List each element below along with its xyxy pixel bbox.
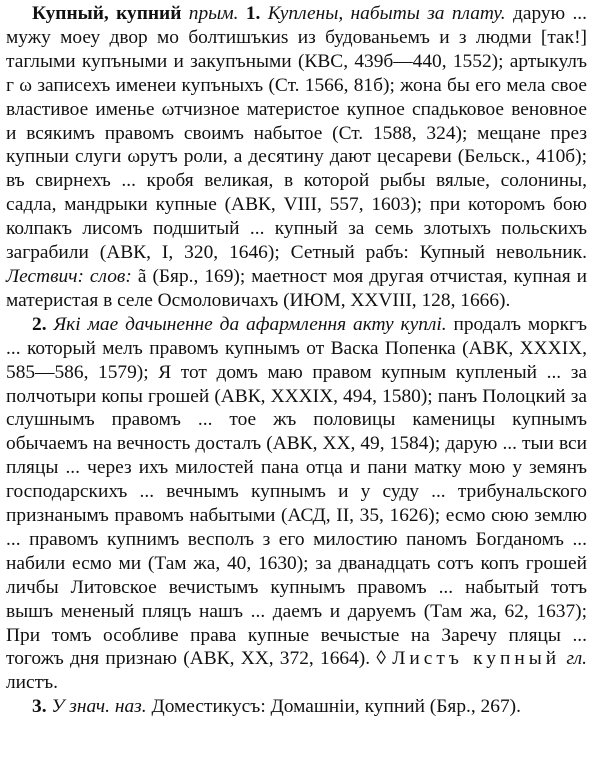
sense-gloss: Куплены, набыты за плату. (267, 3, 506, 24)
lexicon-mark: ã (137, 265, 147, 287)
cross-reference-mark: ◊ (376, 648, 386, 670)
sense-gloss: У знач. наз. (51, 696, 147, 718)
cross-reference-word: Листъ купный (392, 648, 561, 670)
sense-number: 3. (32, 696, 47, 718)
entry-sense-1 (6, 2, 587, 313)
cross-reference-label: гл. (566, 648, 588, 670)
lexicon-lead: Лествич: слов: (6, 265, 132, 287)
sense-citations: Доместикусъ: Домашнiи, купний (Бяр., 267). (151, 696, 521, 718)
cross-reference-target: листъ. (6, 672, 59, 694)
sense-number: 1. (245, 3, 261, 24)
sense-gloss: Які мае дачыненне да афармлення акту куплі. (53, 313, 447, 335)
sense-number: 2. (32, 313, 47, 335)
sense-citations: дарую ... мужу моеу двор мо болтишъкиs из будованьемъ и з людми [так!] таглыми купъными и закупъными (КВС, 439б—440, 1552); артыкулъ г ω записехъ именеи купъныхъ (Ст. 1566, 81б); жона бы его мела свое властивое именье ωтчизное материстое купное спадьковое веновное и всякимъ правомъ своимъ набытое (Ст. 1588, 324); мещане през купныи слуги ωрутъ роли, а десятину дают цесареви (Бельск., 410б); въ свирнехъ ... кробя великая, в которой рыбы вялые, солонины, садла, мандрыки купные (АВК, VIII, 557, 1603); при которомъ бою колпакъ лисомъ подшитый ... купный за семь злотыхъ польскихъ заграбили (АВК, I, 320, 1646); Сетный рабъ: Купный невольник. (6, 3, 587, 264)
headword: Купный, купний (32, 3, 182, 24)
entry-sense-2 (6, 313, 587, 696)
entry-sense-3 (6, 695, 587, 719)
lexicon-citation: (Бяр., 169); маетност моя другая отчистая, купная и материстая в селе Осмоловичахъ (ИЮМ, XXVIII, 128, 1666). (6, 265, 587, 311)
pos-label: прым. (188, 3, 239, 24)
sense-citations: продалъ моркгъ ... который мелъ правомъ купнымъ от Васка Попенка (АВК, XXXIX, 585—586, 1579); Я тот домъ маю правом купным купленый ... за полчотыри копы грошей (АВК, XXXIX, 494, 1580); панъ Полоцкий за слушнымъ правомъ ... тое жъ половицы каменицы купнымъ обычаемъ на вечность досталъ (АВК, XX, 49, 1584); дарую ... тыи вси пляцы ... через ихъ милостей пана отца и пани матку мою у земянъ господарскихъ ... вечнымъ купнымъ и у суду ... трибунальского признанымъ правомъ набытыми (АСД, II, 35, 1626); есмо сюю землю ... правомъ купнимъ весполъ з его милостию паномъ Богданомъ ... набили есмо ми (Там жа, 40, 1630); за дванадцать сотъ копъ грошей личбы Литовское вечистымъ купнымъ правомъ ... набытый тотъ вышъ мененый пляцъ нашъ ... даемъ и даруемъ (Там жа, 62, 1637); При томъ особливе права купные вечыстые на Заречу пляцы ... тогожъ дня признаю (АВК, XX, 372, 1664). (6, 313, 587, 670)
